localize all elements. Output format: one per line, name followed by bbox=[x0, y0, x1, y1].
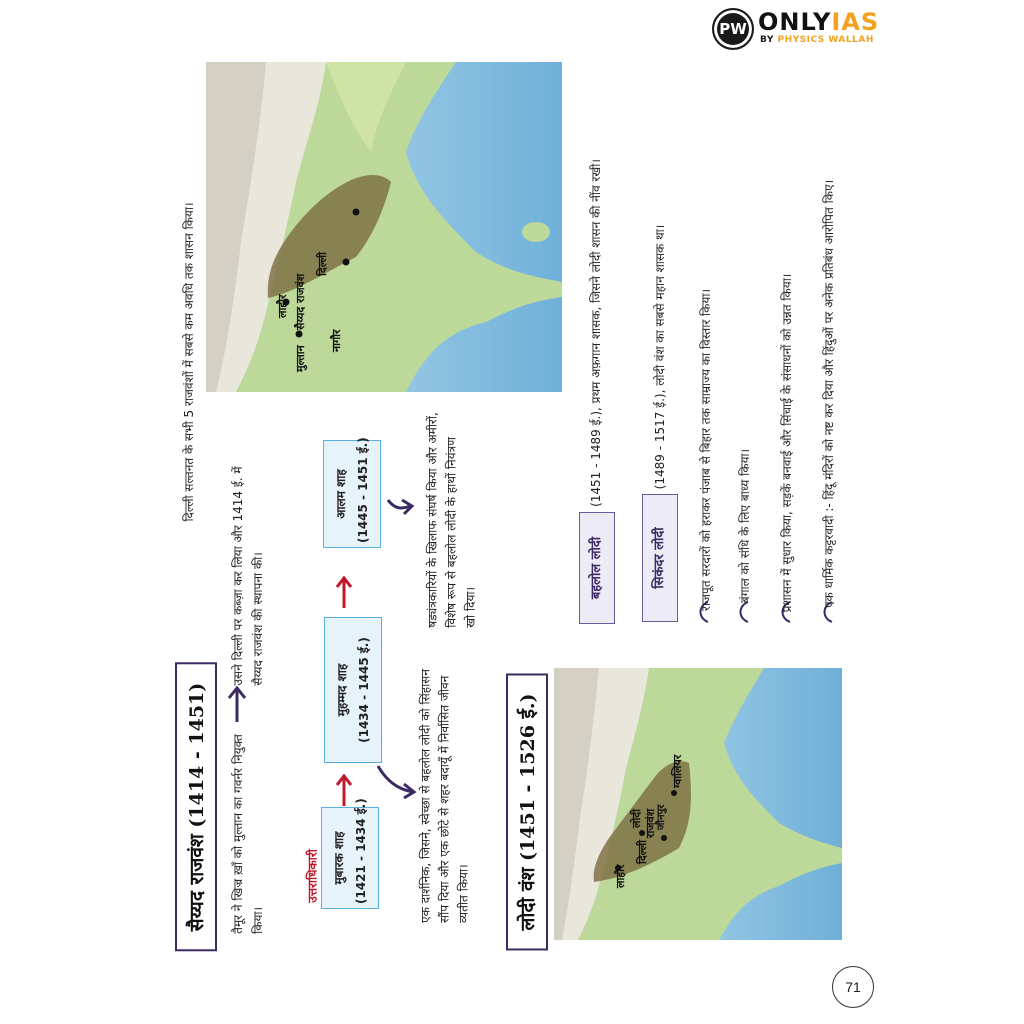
sikandar-point-1: राजपूत सरदारों को हराकर पंजाब से बिहार तक साम्राज्य का विस्तार किया। bbox=[699, 289, 713, 611]
brand-header bbox=[712, 8, 882, 50]
map-label-lodi: लोदी bbox=[630, 809, 643, 828]
map-label-jaunpur: जौनपुर bbox=[656, 804, 667, 830]
map-label-gwalior: ग्वालियर bbox=[671, 754, 684, 788]
sikandar-point-4: एक धार्मिक कट्टरवादी :- हिंदू मंदिरों को नष्ट कर दिया और हिंदुओं पर अनेक प्रतिबंध आरोपित किए। bbox=[822, 179, 836, 609]
curved-arrow-icon bbox=[374, 760, 420, 800]
page-number: 71 bbox=[832, 966, 874, 1008]
brand-subtitle: BY PHYSICS WALLAH bbox=[760, 35, 874, 45]
arrow-up-icon bbox=[334, 772, 354, 808]
ruler-box-muhammad: मुहम्मद शाह (1434 - 1445 ई.) bbox=[324, 617, 382, 763]
ruler-box-mubarak: मुबारक शाह (1421 - 1434 ई.) bbox=[321, 807, 379, 909]
ruler-box-alam: आलम शाह (1445 - 1451 ई.) bbox=[323, 440, 381, 548]
map-label-rajvansh: राजवंश bbox=[644, 808, 657, 838]
successors-label: उत्तराधिकारी bbox=[305, 849, 320, 903]
philosopher-note: एक दार्शनिक, जिसने, स्वेच्छा से बहलोल लोदी को सिंहासन सौंप दिया और एक छोटे से शहर बदायूँ में निर्वासित जीवन व्यतीत किया। bbox=[418, 669, 471, 923]
map-label-nagaur: नागौर bbox=[330, 329, 343, 352]
arrow-up-icon bbox=[226, 684, 248, 724]
alam-shah-note: षड्यंत्रकारियों के खिलाफ संघर्ष किया और अमीरों, विशेष रूप से बहलोल लोदी के हाथों नियंत्रण खो दिया। bbox=[425, 412, 478, 628]
sayyid-result: उसने दिल्ली पर कब्ज़ा कर लिया और 1414 ई. में सैय्यद राजवंश की स्थापना की। bbox=[231, 466, 265, 686]
arrow-up-icon bbox=[334, 574, 354, 610]
brand-name: ONLYIAS bbox=[758, 8, 880, 36]
ruler-box-sikandar: सिकंदर लोदी bbox=[642, 494, 678, 622]
map-label-delhi: दिल्ली bbox=[636, 840, 649, 864]
bahlol-desc: (1451 - 1489 ई.), प्रथम अफ़गान शासक, जिसने लोदी शासन की नींव रखी। bbox=[589, 159, 603, 507]
sayyid-title: सैय्यद राजवंश (1414 - 1451) bbox=[175, 663, 217, 952]
map-label-sayyid: सैय्यद राजवंश bbox=[294, 273, 307, 330]
ruler-box-bahlol: बहलोल लोदी bbox=[579, 512, 615, 624]
sikandar-point-3: प्रशासन में सुधार किया, सड़कें बनवाई और सिंचाई के संसाधनों को उन्नत किया। bbox=[780, 273, 794, 613]
map-label-lahore: लाहौर bbox=[614, 864, 627, 888]
sayyid-intro: तैमूर ने खिज्र ख़ाँ को मुल्तान का गवर्नर नियुक्त किया। bbox=[231, 734, 265, 934]
sayyid-map bbox=[206, 62, 562, 392]
map-label-delhi: दिल्ली bbox=[316, 252, 329, 276]
sikandar-desc: (1489 - 1517 ई.), लोदी वंश का सबसे महान शासक था। bbox=[653, 224, 667, 490]
map-label-multan: मुल्तान bbox=[294, 345, 307, 372]
map-label-lahore: लाहौर bbox=[276, 294, 289, 318]
curved-arrow-icon bbox=[386, 494, 416, 518]
pw-logo: PW bbox=[712, 8, 754, 50]
lodi-map bbox=[554, 668, 842, 940]
sikandar-point-2: बंगाल को संधि के लिए बाध्य किया। bbox=[738, 448, 752, 604]
sayyid-summary: दिल्ली सल्तनत के सभी 5 राजवंशों में सबसे कम अवधि तक शासन किया। bbox=[182, 202, 196, 522]
lodi-title: लोदी वंश (1451 - 1526 ई.) bbox=[506, 674, 548, 951]
